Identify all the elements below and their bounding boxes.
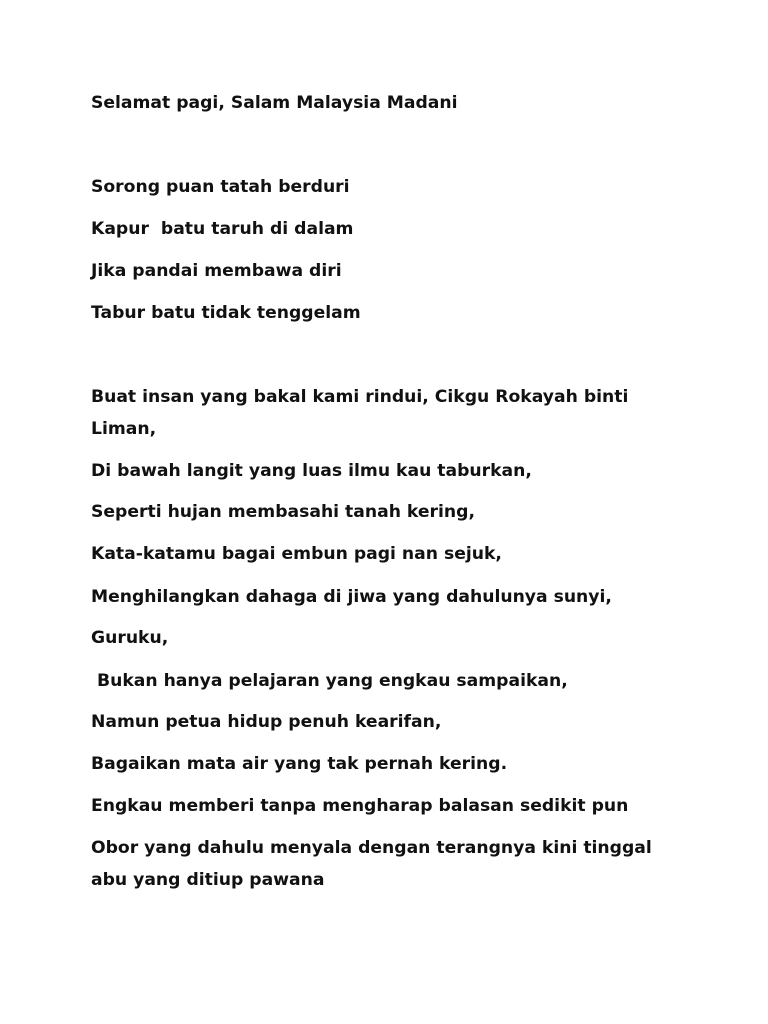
tribute-line-1: Buat insan yang bakal kami rindui, Cikgu Rokayah binti Liman, (91, 387, 635, 439)
tribute-line-9: Bagaikan mata air yang tak pernah kering. (91, 754, 508, 774)
tribute-line-6: Guruku, (91, 628, 169, 648)
tribute-line-5: Menghilangkan dahaga di jiwa yang dahulunya sunyi, (91, 587, 612, 607)
greeting-line: Selamat pagi, Salam Malaysia Madani (91, 93, 458, 113)
tribute-line-7: Bukan hanya pelajaran yang engkau sampaikan, (91, 671, 568, 691)
pantun-line-2: Kapur batu taruh di dalam (91, 219, 354, 239)
tribute-line-11: Obor yang dahulu menyala dengan terangnya kini tinggal abu yang ditiup pawana (91, 838, 658, 890)
pantun-line-1: Sorong puan tatah berduri (91, 177, 350, 197)
pantun-line-4: Tabur batu tidak tenggelam (91, 303, 361, 323)
pantun-line-3: Jika pandai membawa diri (91, 261, 342, 281)
tribute-line-4: Kata-katamu bagai embun pagi nan sejuk, (91, 544, 502, 564)
tribute-line-3: Seperti hujan membasahi tanah kering, (91, 502, 475, 522)
tribute-line-2: Di bawah langit yang luas ilmu kau taburkan, (91, 461, 532, 481)
tribute-line-10: Engkau memberi tanpa mengharap balasan sedikit pun (91, 796, 629, 816)
tribute-line-8: Namun petua hidup penuh kearifan, (91, 712, 442, 732)
